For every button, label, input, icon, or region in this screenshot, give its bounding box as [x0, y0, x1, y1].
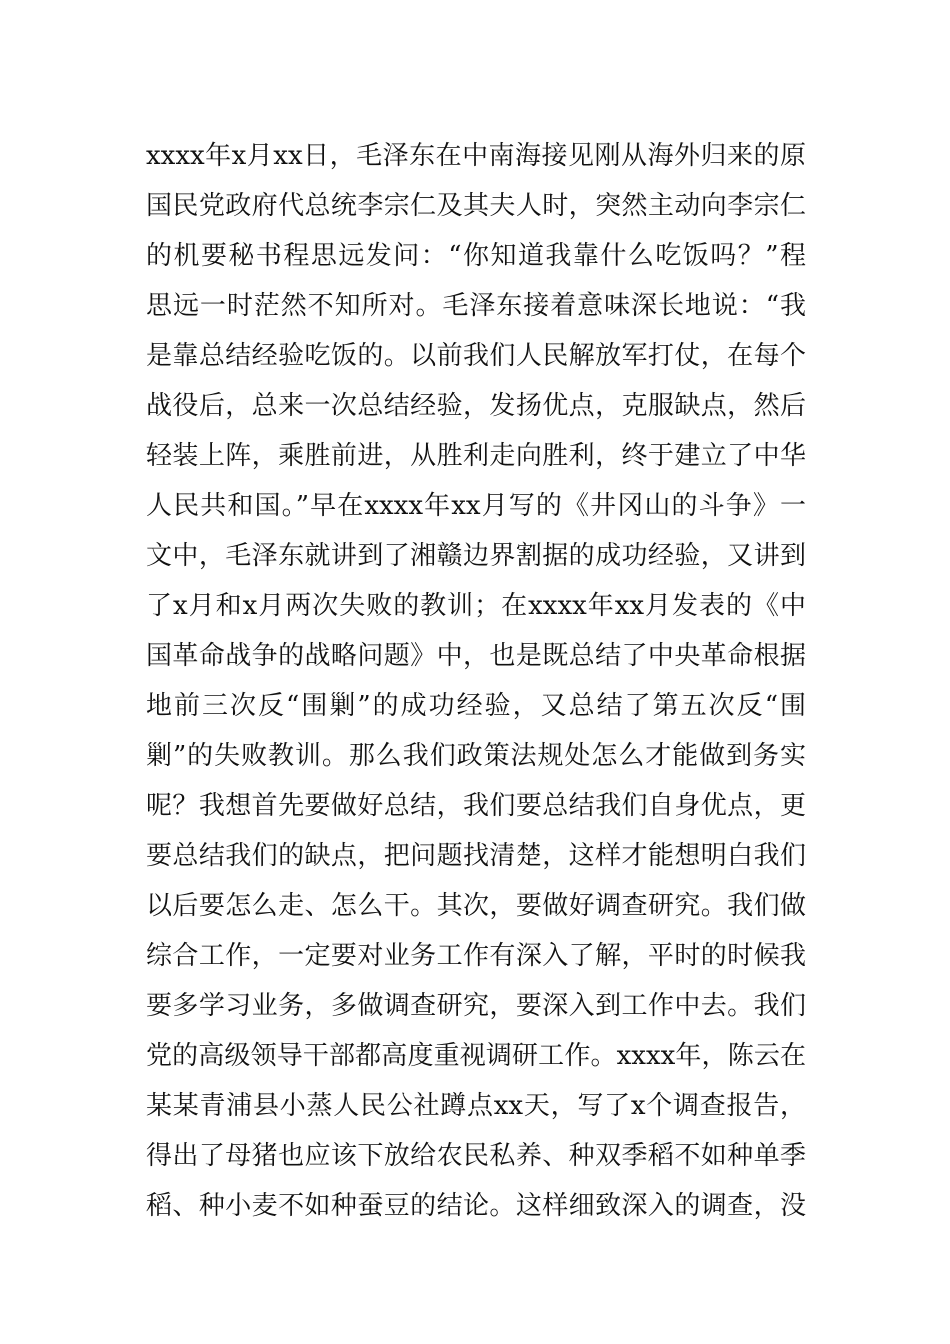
- text-line: 思远一时茫然不知所对。毛泽东接着意味深长地说：“我: [146, 291, 806, 321]
- text-line: 要多学习业务，多做调查研究，要深入到工作中去。我们: [146, 991, 806, 1021]
- text-line: 国民党政府代总统李宗仁及其夫人时，突然主动向李宗仁: [146, 191, 806, 221]
- text-line: 呢？我想首先要做好总结，我们要总结我们自身优点，更: [146, 791, 806, 821]
- text-line: 战役后，总来一次总结经验，发扬优点，克服缺点，然后: [146, 391, 806, 421]
- text-line: 党的高级领导干部都高度重视调研工作。xxxx年，陈云在: [146, 1041, 806, 1071]
- text-line: 文中，毛泽东就讲到了湘赣边界割据的成功经验，又讲到: [146, 541, 806, 571]
- body-paragraph: [146, 131, 806, 1231]
- text-line: 人民共和国。”早在xxxx年xx月写的《井冈山的斗争》一: [146, 491, 806, 521]
- text-line: 要总结我们的缺点，把问题找清楚，这样才能想明白我们: [146, 841, 806, 871]
- text-line: 地前三次反“围剿”的成功经验，又总结了第五次反“围: [146, 691, 806, 721]
- text-line: 的机要秘书程思远发问：“你知道我靠什么吃饭吗？”程: [146, 241, 806, 271]
- text-line: 综合工作，一定要对业务工作有深入了解，平时的时候我: [146, 941, 806, 971]
- text-line: xxxx年x月xx日，毛泽东在中南海接见刚从海外归来的原: [146, 141, 806, 171]
- text-line: 某某青浦县小蒸人民公社蹲点xx天，写了x个调查报告，: [146, 1091, 806, 1121]
- text-line: 轻装上阵，乘胜前进，从胜利走向胜利，终于建立了中华: [146, 441, 806, 471]
- text-line: 以后要怎么走、怎么干。其次，要做好调查研究。我们做: [146, 891, 806, 921]
- text-line: 剿”的失败教训。那么我们政策法规处怎么才能做到务实: [146, 741, 806, 771]
- text-line: 得出了母猪也应该下放给农民私养、种双季稻不如种单季: [146, 1141, 806, 1171]
- text-line: 是靠总结经验吃饭的。以前我们人民解放军打仗，在每个: [146, 341, 806, 371]
- text-line: 稻、种小麦不如种蚕豆的结论。这样细致深入的调查，没: [146, 1191, 806, 1221]
- text-line: 了x月和x月两次失败的教训；在xxxx年xx月发表的《中: [146, 591, 806, 621]
- text-line: 国革命战争的战略问题》中，也是既总结了中央革命根据: [146, 641, 806, 671]
